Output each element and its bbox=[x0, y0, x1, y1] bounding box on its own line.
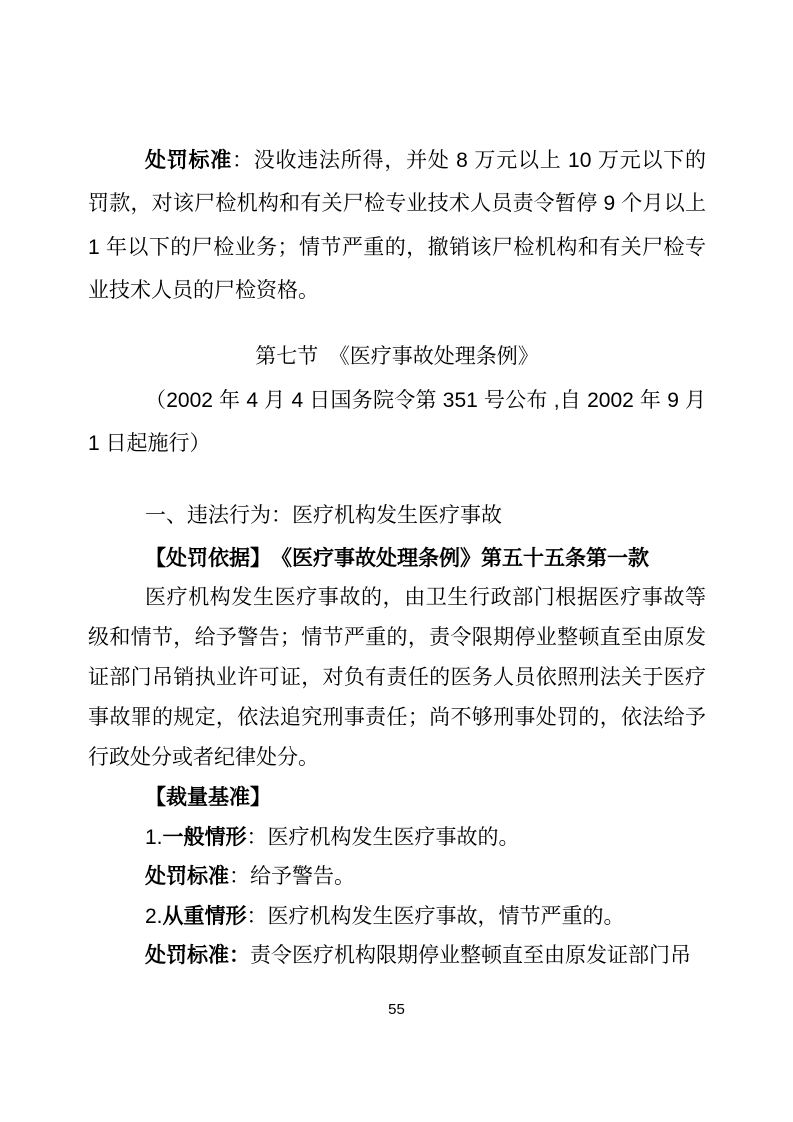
violation-line: 一、违法行为：医疗机构发生医疗事故 bbox=[145, 504, 502, 527]
promulgation-paragraph: （2002 年 4 月 4 日国务院令第 351 号公布 ,自 2002 年 9 月 1 日起施行） bbox=[88, 389, 706, 456]
general-penalty-label: 处罚标准 bbox=[145, 865, 229, 888]
aggravated-case-label: 从重情形 bbox=[162, 905, 247, 928]
penalty-standard-paragraph bbox=[88, 139, 706, 312]
general-case-label: 一般情形 bbox=[162, 826, 247, 849]
aggravated-penalty-text: 责令医疗机构限期停业整顿直至由原发证部门吊 bbox=[250, 944, 691, 967]
penalty-standard-label: 处罚标准 bbox=[145, 149, 233, 172]
aggravated-case-text: ：医疗机构发生医疗事故，情节严重的。 bbox=[246, 905, 625, 928]
penalty-standard-text: ：没收违法所得，并处 8 万元以上 10 万元以下的罚款，对该尸检机构和有关尸检专业技术人员责令暂停 9 个月以上 1 年以下的尸检业务；情节严重的，撤销该尸检机构和有关尸检专业技术人员的尸检资格。 bbox=[88, 149, 707, 302]
discretion-heading: 【裁量基准】 bbox=[145, 786, 271, 809]
general-case-line bbox=[88, 818, 706, 858]
general-case-text: ：医疗机构发生医疗事故的。 bbox=[246, 826, 520, 849]
aggravated-penalty-label: 处罚标准： bbox=[145, 944, 250, 967]
general-case-number: 1. bbox=[145, 826, 163, 849]
section-heading: 第七节 《医疗事故处理条例》 bbox=[255, 345, 539, 368]
page-number: 55 bbox=[388, 1001, 405, 1018]
general-penalty-line bbox=[88, 857, 706, 897]
aggravated-case-line bbox=[88, 897, 706, 937]
aggravated-penalty-line bbox=[88, 936, 706, 976]
basis-text-paragraph: 医疗机构发生医疗事故的，由卫生行政部门根据医疗事故等级和情节，给予警告；情节严重的，责令限期停业整顿直至由原发证部门吊销执业许可证，对负有责任的医务人员依照刑法关于医疗事故罪的规定，依法追究刑事责任；尚不够刑事处罚的，依法给予行政处分或者纪律处分。 bbox=[88, 586, 706, 769]
aggravated-case-number: 2. bbox=[145, 905, 163, 928]
basis-heading: 【处罚依据】 《医疗事故处理条例》第五十五条第一款 bbox=[145, 547, 649, 570]
general-penalty-text: ：给予警告。 bbox=[229, 865, 355, 888]
